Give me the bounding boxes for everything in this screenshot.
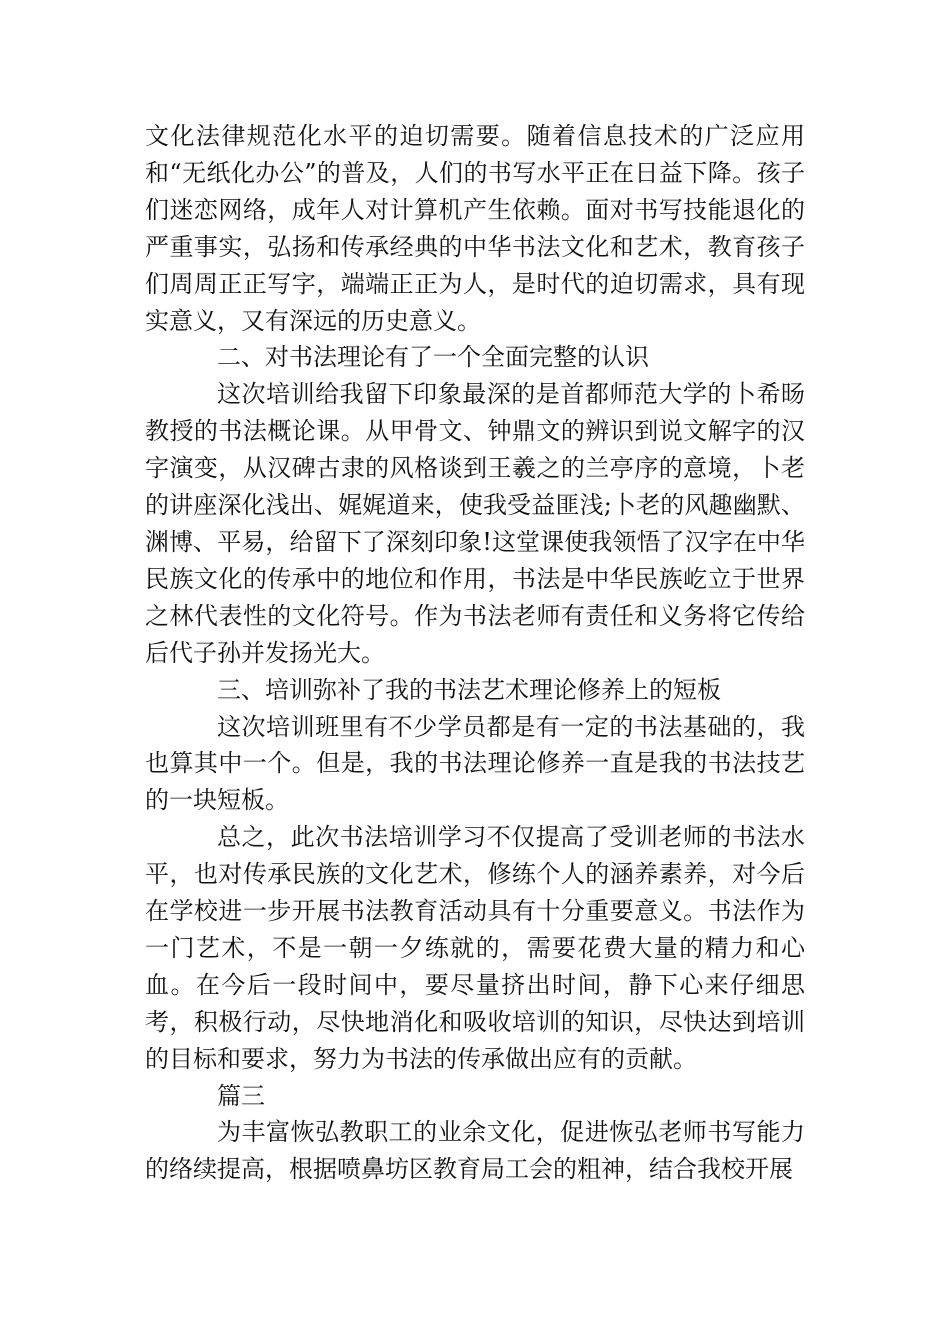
section-heading-3: 三、培训弥补了我的书法艺术理论修养上的短板	[217, 675, 721, 704]
paragraph-students: 这次培训班里有不少学员都是有一定的书法基础的，我也算其中一个。但是，我的书法理论修养一直是我的书法技艺的一块短板。	[145, 712, 805, 815]
document-page	[145, 118, 805, 1188]
paragraph-lecture: 这次培训给我留下印象最深的是首都师范大学的卜希旸教授的书法概论课。从甲骨文、钟鼎文的辨识到说文解字的汉字演变，从汉碑古隶的风格谈到王羲之的兰亭序的意境，卜老的讲座深化浅出、娓娓道来，使我受益匪浅;卜老的风趣幽默、渊博、平易，给留下了深刻印象!这堂课使我领悟了汉字在中华民族文化的传承中的地位和作用，书法是中华民族屹立于世界之林代表性的文化符号。作为书法老师有责任和义务将它传给后代子孙并发扬光大。	[145, 380, 805, 667]
paragraph-continuation: 文化法律规范化水平的迫切需要。随着信息技术的广泛应用和“无纸化办公”的普及，人们的书写水平正在日益下降。孩子们迷恋网络，成年人对计算机产生依赖。面对书写技能退化的严重事实，弘扬和传承经典的中华书法文化和艺术，教育孩子们周周正正写字，端端正正为人，是时代的迫切需求，具有现实意义，又有深远的历史意义。	[145, 122, 805, 335]
paragraph-conclusion: 总之，此次书法培训学习不仅提高了受训老师的书法水平，也对传承民族的文化艺术，修练个人的涵养素养，对今后在学校进一步开展书法教育活动具有十分重要意义。书法作为一门艺术，不是一朝一夕练就的，需要花费大量的精力和心血。在今后一段时间中，要尽量挤出时间，静下心来仔细思考，积极行动，尽快地消化和吸收培训的知识，尽快达到培训的目标和要求，努力为书法的传承做出应有的贡献。	[145, 823, 805, 1073]
paragraph-chapter-three: 为丰富恢弘教职工的业余文化，促进恢弘老师书写能力的络续提高，根据喷鼻坊区教育局工会的粗神，结合我校开展	[145, 1118, 805, 1184]
chapter-heading: 篇三	[217, 1081, 265, 1110]
section-heading-2: 二、对书法理论有了一个全面完整的认识	[217, 343, 649, 372]
